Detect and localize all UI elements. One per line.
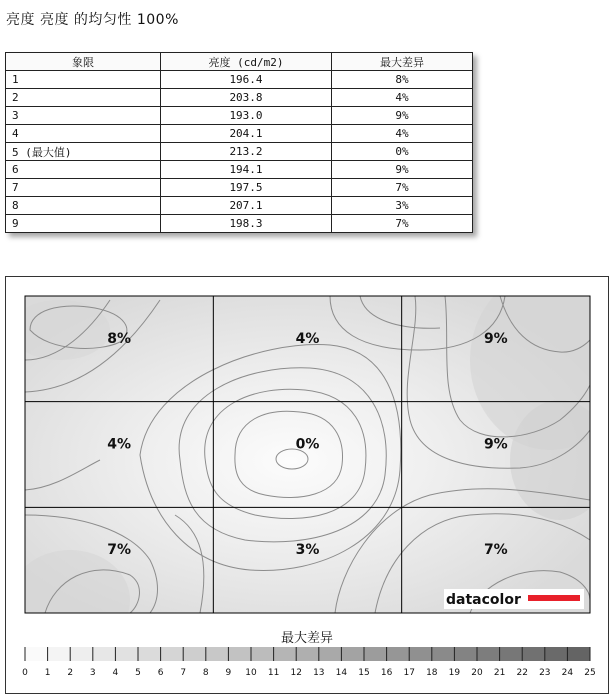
legend-swatch (274, 647, 297, 661)
legend-swatch (138, 647, 161, 661)
difference-cell: 0% (332, 143, 473, 161)
legend-swatch (251, 647, 274, 661)
legend-tick-label: 12 (290, 668, 302, 678)
difference-cell: 9% (332, 161, 473, 179)
legend-swatch (161, 647, 184, 661)
legend-tick-label: 13 (313, 668, 325, 678)
legend-tick-label: 18 (426, 668, 438, 678)
datacolor-logo-text: datacolor (446, 592, 521, 608)
legend-tick-label: 14 (335, 668, 348, 678)
legend-swatch (296, 647, 319, 661)
quadrant-label: 0% (295, 436, 320, 453)
legend-swatch (228, 647, 251, 661)
legend-swatch (409, 647, 432, 661)
quadrant-cell: 7 (6, 179, 161, 197)
legend-swatch (454, 647, 477, 661)
quadrant-cell: 9 (6, 215, 161, 233)
luminance-cell: 196.4 (161, 71, 332, 89)
legend-tick-label: 5 (135, 668, 141, 678)
legend-tick-label: 17 (403, 668, 415, 678)
quadrant-cell: 6 (6, 161, 161, 179)
header-quadrant: 象限 (6, 53, 161, 71)
difference-cell: 4% (332, 89, 473, 107)
legend-tick-label: 10 (245, 668, 257, 678)
quadrant-cell: 2 (6, 89, 161, 107)
legend-scale (22, 647, 596, 678)
legend-tick-label: 21 (493, 668, 506, 678)
legend-tick-label: 23 (539, 668, 551, 678)
legend-swatch (183, 647, 206, 661)
difference-cell: 7% (332, 215, 473, 233)
legend-tick-label: 15 (358, 668, 370, 678)
header-max-difference: 最大差异 (332, 53, 473, 71)
legend-swatch (319, 647, 342, 661)
legend-tick-label: 9 (225, 668, 232, 678)
legend-tick-label: 22 (516, 668, 528, 678)
quadrant-label: 9% (483, 436, 508, 453)
quadrant-label: 3% (295, 542, 320, 559)
legend-tick-label: 4 (112, 668, 119, 678)
legend-swatch (115, 647, 138, 661)
difference-cell: 3% (332, 197, 473, 215)
page-title: 亮度 亮度 的均匀性 100% (6, 12, 179, 28)
legend-title: 最大差异 (280, 631, 333, 646)
difference-cell: 8% (332, 71, 473, 89)
luminance-cell: 213.2 (161, 143, 332, 161)
legend-swatch (48, 647, 71, 661)
legend-swatch (545, 647, 568, 661)
legend-swatch (70, 647, 93, 661)
quadrant-label: 7% (483, 542, 508, 559)
legend-tick-label: 19 (448, 668, 461, 678)
difference-cell: 4% (332, 125, 473, 143)
legend-tick-label: 25 (584, 668, 596, 678)
legend-swatch (93, 647, 116, 661)
quadrant-cell: 8 (6, 197, 161, 215)
datacolor-logo (444, 589, 584, 609)
quadrant-label: 8% (107, 330, 132, 347)
legend-swatch (432, 647, 455, 661)
legend-tick-label: 7 (180, 668, 187, 678)
difference-cell: 9% (332, 107, 473, 125)
legend-swatch (206, 647, 229, 661)
quadrant-cell: 4 (6, 125, 161, 143)
legend-swatch (341, 647, 364, 661)
quadrant-cell: 5 (最大值) (6, 143, 161, 161)
legend-swatch (477, 647, 500, 661)
quadrant-label: 7% (107, 542, 132, 559)
luminance-cell: 207.1 (161, 197, 332, 215)
luminance-cell: 193.0 (161, 107, 332, 125)
legend-swatch (500, 647, 523, 661)
legend-swatch (567, 647, 590, 661)
legend-tick-label: 24 (561, 668, 574, 678)
quadrant-label: 9% (483, 330, 508, 347)
legend-swatch (25, 647, 48, 661)
datacolor-logo-bar (528, 595, 580, 601)
legend-tick-label: 1 (44, 668, 51, 678)
luminance-cell: 204.1 (161, 125, 332, 143)
legend-swatch (364, 647, 387, 661)
legend-tick-label: 20 (471, 668, 483, 678)
luminance-cell: 203.8 (161, 89, 332, 107)
legend-tick-label: 0 (22, 668, 28, 678)
difference-cell: 7% (332, 179, 473, 197)
luminance-cell: 197.5 (161, 179, 332, 197)
quadrant-cell: 3 (6, 107, 161, 125)
luminance-cell: 198.3 (161, 215, 332, 233)
legend-tick-label: 16 (380, 668, 393, 678)
quadrant-label: 4% (107, 436, 132, 453)
legend-tick-label: 11 (267, 668, 280, 678)
quadrant-cell: 1 (6, 71, 161, 89)
legend-swatch (387, 647, 410, 661)
header-luminance: 亮度 (cd/m2) (161, 53, 332, 71)
legend-tick-label: 2 (67, 668, 74, 678)
luminance-cell: 194.1 (161, 161, 332, 179)
legend-tick-label: 8 (202, 668, 209, 678)
legend-tick-label: 3 (89, 668, 96, 678)
quadrant-label: 4% (295, 330, 320, 347)
legend-tick-label: 6 (157, 668, 164, 678)
legend-swatch (522, 647, 545, 661)
